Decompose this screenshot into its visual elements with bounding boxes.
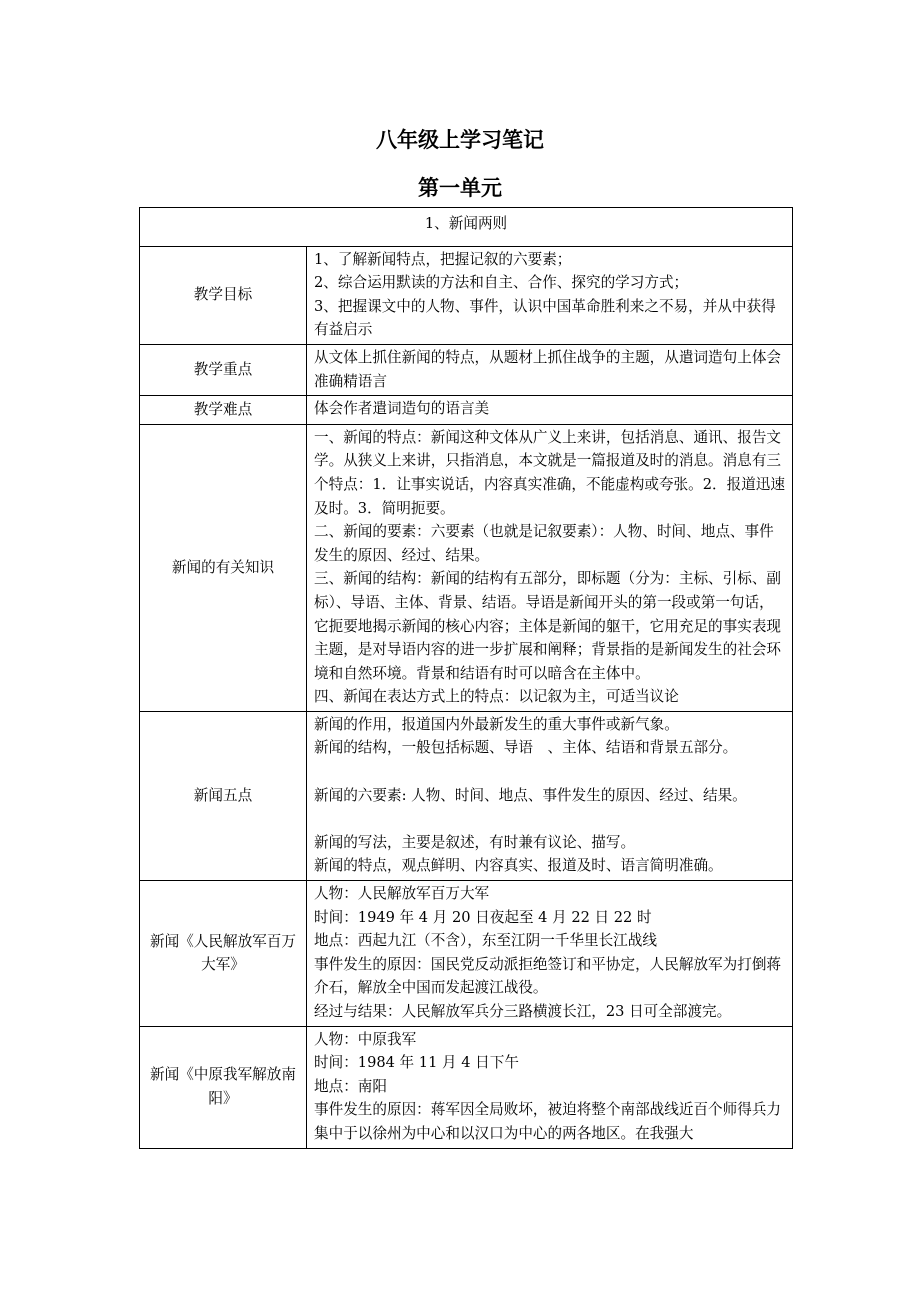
content-line: 事件发生的原因：国民党反动派拒绝签订和平协定，人民解放军为打倒蒋介石，解放全中国而发起渡江战役。 — [314, 955, 782, 997]
content-line: 新闻的结构，一般包括标题、导语 、主体、结语和背景五部分。 — [314, 739, 738, 757]
table-row — [140, 424, 793, 711]
content-line: 时间：1984 年 11 月 4 日下午 — [314, 1054, 519, 1072]
row-label: 新闻五点 — [140, 711, 307, 880]
unit-title: 第一单元 — [418, 176, 502, 200]
content-line: 新闻的特点，观点鲜明、内容真实、报道及时、语言简明准确。 — [314, 857, 723, 875]
row-label: 新闻《中原我军解放南阳》 — [140, 1026, 307, 1148]
row-content — [307, 246, 793, 344]
content-line: 人物：人民解放军百万大军 — [314, 885, 490, 903]
content-line: 事件发生的原因：蒋军因全局败坏，被迫将整个南部战线近百个师得兵力集中于以徐州为中心和以汉口为中心的两各地区。在我强大 — [314, 1101, 782, 1142]
content-line: 新闻的六要素: 人物、时间、地点、事件发生的原因、经过、结果。 — [314, 786, 747, 804]
row-content — [307, 396, 793, 425]
content-line: 3、把握课文中的人物、事件，认识中国革命胜利来之不易，并从中获得有益启示 — [314, 297, 776, 339]
row-content — [307, 1026, 793, 1148]
content-line: 地点：西起九江（不含），东至江阴一千华里长江战线 — [314, 932, 657, 950]
row-content — [307, 711, 793, 880]
page-title: 八年级上学习笔记 — [376, 128, 544, 152]
lesson-header-row — [140, 208, 793, 247]
blank-line — [314, 760, 787, 784]
row-content — [307, 344, 793, 395]
content-line: 时间：1949 年 4 月 20 日夜起至 4 月 22 日 22 时 — [314, 908, 652, 926]
table-row — [140, 246, 793, 344]
notes-table — [139, 207, 793, 1149]
content-line: 地点：南阳 — [314, 1077, 387, 1095]
table-row — [140, 881, 793, 1027]
content-line: 四、新闻在表达方式上的特点：以记叙为主，可适当议论 — [314, 688, 679, 706]
content-line: 三、新闻的结构：新闻的结构有五部分，即标题（分为：主标、引标、副标）、导语、主体、背景、结语。导语是新闻开头的第一段或第一句话，它扼要地揭示新闻的核心内容；主体是新闻的躯干，它用充足的事实表现主题，是对导语内容的进一步扩展和阐释；背景指的是新闻发生的社会环境和自然环境。背景和结语有时可以暗含在主体中。 — [314, 570, 782, 682]
row-label: 新闻的有关知识 — [140, 424, 307, 711]
lesson-header: 1、新闻两则 — [140, 208, 793, 247]
content-line: 一、新闻的特点：新闻这种文体从广义上来讲，包括消息、通讯、报告文学。从狭义上来讲，只指消息，本文就是一篇报道及时的消息。消息有三个特点：1．让事实说话，内容真实准确，不能虚构或夸张。2．报道迅速及时。3．简明扼要。 — [314, 428, 785, 517]
table-row — [140, 344, 793, 395]
content-line: 体会作者遣词造句的语言美 — [314, 400, 490, 418]
content-line: 人物：中原我军 — [314, 1030, 417, 1048]
row-label: 教学目标 — [140, 246, 307, 344]
content-line: 经过与结果：人民解放军兵分三路横渡长江，23 日可全部渡完。 — [314, 1003, 732, 1020]
row-content — [307, 881, 793, 1027]
content-line: 新闻的作用，报道国内外最新发生的重大事件或新气象。 — [314, 715, 679, 733]
table-row — [140, 1026, 793, 1148]
content-line: 1、了解新闻特点，把握记叙的六要素； — [314, 250, 572, 268]
content-line: 新闻的写法，主要是叙述，有时兼有议论、描写。 — [314, 833, 636, 851]
row-label: 教学难点 — [140, 396, 307, 425]
table-row — [140, 711, 793, 880]
row-label: 教学重点 — [140, 344, 307, 395]
table-row — [140, 396, 793, 425]
row-content — [307, 424, 793, 711]
content-line: 从文体上抓住新闻的特点，从题材上抓住战争的主题，从遣词造句上体会准确精语言 — [314, 348, 782, 390]
content-line: 2、综合运用默读的方法和自主、合作、探究的学习方式； — [314, 274, 689, 292]
content-line: 二、新闻的要素：六要素（也就是记叙要素）：人物、时间、地点、事件发生的原因、经过、结果。 — [314, 523, 774, 564]
blank-line — [314, 807, 787, 831]
row-label: 新闻《人民解放军百万大军》 — [140, 881, 307, 1027]
